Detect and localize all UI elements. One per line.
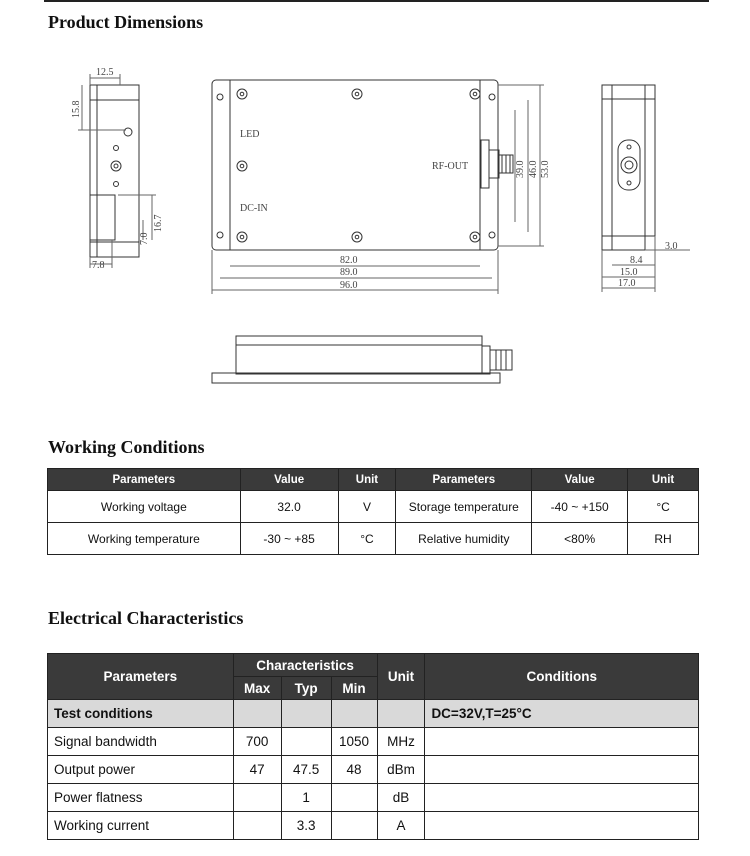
col-header-typ: Typ xyxy=(281,677,331,700)
col-header: Unit xyxy=(338,469,396,491)
col-header: Parameters xyxy=(48,469,241,491)
dim-12-5: 12.5 xyxy=(96,67,114,78)
table-cell: dBm xyxy=(377,756,425,784)
table-cell: Relative humidity xyxy=(396,523,532,555)
test-conditions-label: Test conditions xyxy=(48,700,234,728)
table-cell: 700 xyxy=(233,728,281,756)
table-cell: 1050 xyxy=(331,728,377,756)
table-cell: 32.0 xyxy=(240,491,338,523)
table-cell: 47.5 xyxy=(281,756,331,784)
table-row xyxy=(48,523,699,555)
table-cell xyxy=(281,728,331,756)
dim-16-7: 16.7 xyxy=(153,214,164,232)
col-header: Unit xyxy=(628,469,699,491)
table-cell xyxy=(233,812,281,840)
table-cell: -40 ~ +150 xyxy=(532,491,628,523)
table-cell: °C xyxy=(628,491,699,523)
dim-39: 39.0 xyxy=(515,160,526,178)
electrical-characteristics-table xyxy=(47,653,699,840)
table-cell xyxy=(425,812,699,840)
test-conditions-row xyxy=(48,700,699,728)
dim-53: 53.0 xyxy=(540,160,551,178)
table-header-row xyxy=(48,654,699,677)
dim-3-0: 3.0 xyxy=(665,241,678,252)
table-cell: 1 xyxy=(281,784,331,812)
table-cell xyxy=(377,700,425,728)
table-cell: °C xyxy=(338,523,396,555)
table-row xyxy=(48,784,699,812)
dim-89: 89.0 xyxy=(340,267,358,278)
test-conditions-value: DC=32V,T=25°C xyxy=(425,700,699,728)
dimension-drawings xyxy=(0,0,750,400)
col-header: Value xyxy=(240,469,338,491)
table-row xyxy=(48,728,699,756)
table-cell: A xyxy=(377,812,425,840)
table-cell xyxy=(331,784,377,812)
working-conditions-table xyxy=(47,468,699,555)
dim-82: 82.0 xyxy=(340,255,358,266)
table-cell: Working voltage xyxy=(48,491,241,523)
table-cell: Working current xyxy=(48,812,234,840)
table-cell xyxy=(331,700,377,728)
col-header-max: Max xyxy=(233,677,281,700)
col-header-conditions: Conditions xyxy=(425,654,699,700)
table-row xyxy=(48,812,699,840)
table-cell xyxy=(233,700,281,728)
dim-15-0: 15.0 xyxy=(620,267,638,278)
end-view xyxy=(602,85,690,292)
table-cell: MHz xyxy=(377,728,425,756)
table-cell: Working temperature xyxy=(48,523,241,555)
table-cell xyxy=(425,756,699,784)
col-header-unit: Unit xyxy=(377,654,425,700)
table-cell xyxy=(331,812,377,840)
dim-96: 96.0 xyxy=(340,280,358,291)
dim-15-8: 15.8 xyxy=(71,100,82,118)
dc-in-label: DC-IN xyxy=(240,203,268,214)
table-cell: V xyxy=(338,491,396,523)
table-cell: Storage temperature xyxy=(396,491,532,523)
table-cell xyxy=(425,728,699,756)
table-cell: RH xyxy=(628,523,699,555)
table-cell: 3.3 xyxy=(281,812,331,840)
table-cell xyxy=(281,700,331,728)
table-cell: Power flatness xyxy=(48,784,234,812)
table-row xyxy=(48,756,699,784)
section-title-working: Working Conditions xyxy=(48,437,205,457)
table-cell: -30 ~ +85 xyxy=(240,523,338,555)
dim-7-8: 7.8 xyxy=(92,260,105,271)
table-cell xyxy=(233,784,281,812)
front-view xyxy=(212,336,512,383)
section-title-dimensions: Product Dimensions xyxy=(48,12,204,32)
rf-out-label: RF-OUT xyxy=(432,161,469,172)
col-header-characteristics: Characteristics xyxy=(233,654,377,677)
col-header-min: Min xyxy=(331,677,377,700)
table-cell: Output power xyxy=(48,756,234,784)
top-view xyxy=(212,80,544,294)
table-cell: 48 xyxy=(331,756,377,784)
dim-46: 46.0 xyxy=(528,160,539,178)
table-cell: dB xyxy=(377,784,425,812)
table-cell: Signal bandwidth xyxy=(48,728,234,756)
led-label: LED xyxy=(240,129,260,140)
col-header: Value xyxy=(532,469,628,491)
table-cell: 47 xyxy=(233,756,281,784)
dim-7-0: 7.0 xyxy=(139,232,150,245)
section-title-electrical: Electrical Characteristics xyxy=(48,608,244,628)
col-header: Parameters xyxy=(396,469,532,491)
dim-17-0: 17.0 xyxy=(618,278,636,289)
table-row xyxy=(48,491,699,523)
dim-8-4: 8.4 xyxy=(630,255,643,266)
col-header-parameters: Parameters xyxy=(48,654,234,700)
table-header-row xyxy=(48,469,699,491)
table-cell xyxy=(425,784,699,812)
table-cell: <80% xyxy=(532,523,628,555)
